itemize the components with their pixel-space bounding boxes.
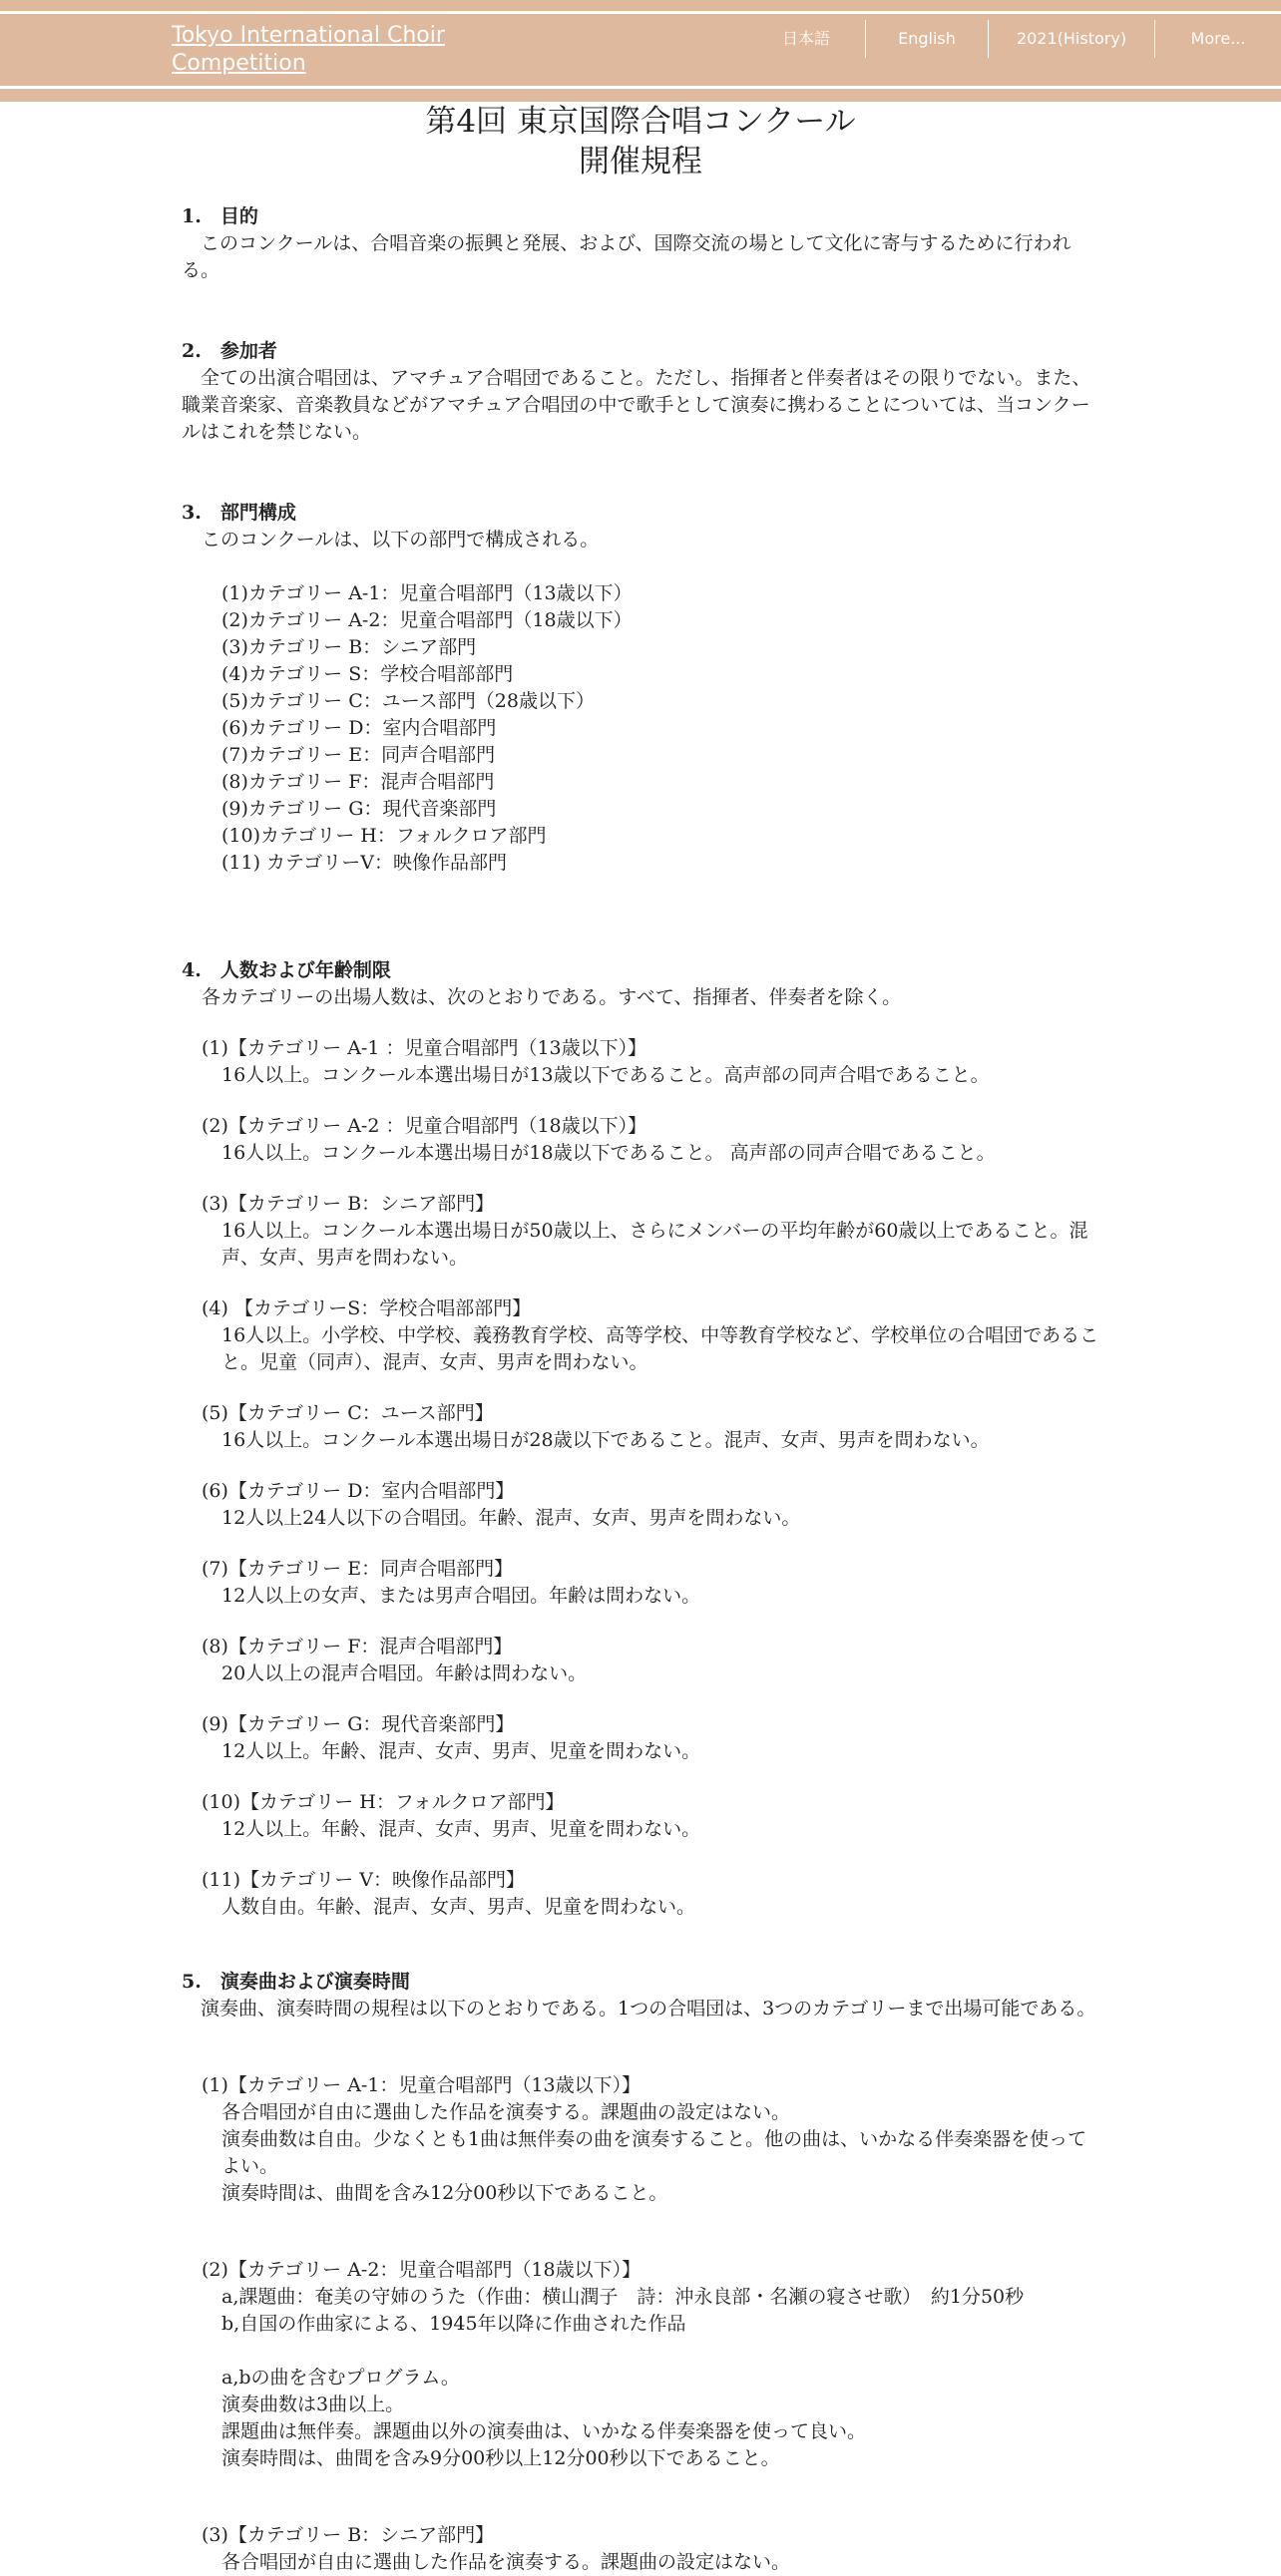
list-item: (11) カテゴリーV：映像作品部門 <box>221 852 508 874</box>
rule-item <box>182 1400 1099 1454</box>
list-item: (2)カテゴリー A-2：児童合唱部門（18歳以下） <box>221 609 633 631</box>
rule-item <box>182 2072 1099 2207</box>
rule-item <box>182 1113 1099 1167</box>
rule-item <box>182 1556 1099 1610</box>
rule-body: 各合唱団が自由に選曲した作品を演奏する。課題曲の設定はない。 <box>221 2101 791 2123</box>
rule-body: 演奏曲数は3曲以上。 <box>221 2393 405 2415</box>
rule-label: (2)【カテゴリー A-2 ：児童合唱部門（18歳以下）】 <box>202 1115 647 1137</box>
section-participants <box>182 338 1099 446</box>
section-purpose <box>182 203 1099 284</box>
rule-body: 16人以上。コンクール本選出場日が13歳以下であること。高声部の同声合唱であること。 <box>221 1064 990 1086</box>
rule-label: (11)【カテゴリー V：映像作品部門】 <box>202 1869 526 1891</box>
rule-label: (7)【カテゴリー E：同声合唱部門】 <box>202 1558 514 1580</box>
rule-label: (3)【カテゴリー B：シニア部門】 <box>202 1193 495 1215</box>
rule-label: (3)【カテゴリー B：シニア部門】 <box>202 2524 495 2546</box>
rule-body: 演奏時間は、曲間を含み9分00秒以上12分00秒以下であること。 <box>221 2447 780 2469</box>
section-repertoire <box>182 1969 1099 2576</box>
rule-label: (1)【カテゴリー A-1：児童合唱部門（13歳以下）】 <box>202 2074 641 2096</box>
section-intro: 各カテゴリーの出場人数は、次のとおりである。すべて、指揮者、伴奏者を除く。 <box>202 986 902 1008</box>
header-bottom-rule <box>0 86 1281 89</box>
list-item: (7)カテゴリー E：同声合唱部門 <box>221 744 496 766</box>
site-header <box>0 0 1281 102</box>
nav-item-japanese[interactable]: 日本語 <box>781 29 830 48</box>
rule-body: a,課題曲：奄美の守姉のうた（作曲：横山潤子 詩：沖永良部・名瀬の寝させ歌） 約1分50秒 <box>221 2286 1025 2308</box>
section-heading: 1. 目的 <box>182 205 258 227</box>
section-heading: 5. 演奏曲および演奏時間 <box>182 1971 410 1993</box>
rule-item <box>182 1867 1099 1921</box>
rule-label: (1)【カテゴリー A-1 ：児童合唱部門（13歳以下）】 <box>202 1037 647 1059</box>
category-list <box>182 580 1099 877</box>
site-brand-link[interactable]: Tokyo International Choir Competition <box>172 23 445 76</box>
rule-body: 12人以上24人以下の合唱団。年齢、混声、女声、男声を問わない。 <box>221 1507 801 1529</box>
section-categories <box>182 500 1099 877</box>
list-item: (4)カテゴリー S：学校合唱部部門 <box>221 663 514 685</box>
rule-item <box>182 1478 1099 1532</box>
list-item: (5)カテゴリー C：ユース部門（28歳以下） <box>221 690 595 712</box>
page-title-line1: 第4回 東京国際合唱コンクール <box>425 104 856 140</box>
rule-label: (4) 【カテゴリーS：学校合唱部部門】 <box>202 1297 532 1319</box>
rule-label: (2)【カテゴリー A-2：児童合唱部門（18歳以下）】 <box>202 2259 641 2281</box>
rule-body: 課題曲は無伴奏。課題曲以外の演奏曲は、いかなる伴奏楽器を使って良い。 <box>221 2420 867 2442</box>
rule-body: 12人以上の女声、または男声合唱団。年齢は問わない。 <box>221 1585 701 1607</box>
rule-item <box>182 1711 1099 1765</box>
rule-body: 16人以上。コンクール本選出場日が28歳以下であること。混声、女声、男声を問わない。 <box>221 1429 990 1451</box>
list-item: (8)カテゴリー F：混声合唱部門 <box>221 771 495 793</box>
rule-label: (9)【カテゴリー G：現代音楽部門】 <box>202 1713 515 1735</box>
nav-item-english[interactable]: English <box>865 20 988 58</box>
rule-item <box>182 1789 1099 1843</box>
rule-item <box>182 1295 1099 1376</box>
rule-body: 各合唱団が自由に選曲した作品を演奏する。課題曲の設定はない。 <box>221 2551 791 2573</box>
rule-item <box>182 1035 1099 1089</box>
rule-body: 演奏時間は、曲間を含み12分00秒以下であること。 <box>221 2182 668 2204</box>
nav-item-more[interactable]: More... <box>1154 20 1281 58</box>
list-item: (1)カテゴリー A-1：児童合唱部門（13歳以下） <box>221 582 633 604</box>
top-nav <box>747 20 1281 58</box>
header-top-rule <box>0 11 1281 14</box>
nav-item-history[interactable]: 2021(History) <box>988 20 1154 58</box>
rule-body: 12人以上。年齢、混声、女声、男声、児童を問わない。 <box>221 1740 701 1762</box>
section-intro: このコンクールは、以下の部門で構成される。 <box>202 529 600 551</box>
rule-body: a,bの曲を含むプログラム。 <box>221 2367 460 2389</box>
section-heading: 4. 人数および年齢制限 <box>182 959 391 981</box>
rule-body: 演奏曲数は自由。少なくとも1曲は無伴奏の曲を演奏すること。他の曲は、いかなる伴奏楽器を使ってよい。 <box>221 2128 1087 2177</box>
rule-label: (6)【カテゴリー D：室内合唱部門】 <box>202 1480 515 1502</box>
list-item: (3)カテゴリー B：シニア部門 <box>221 636 477 658</box>
rule-body: 12人以上。年齢、混声、女声、男声、児童を問わない。 <box>221 1818 701 1840</box>
list-item: (9)カテゴリー G：現代音楽部門 <box>221 798 497 820</box>
rule-body: b,自国の作曲家による、1945年以降に作曲された作品 <box>221 2313 686 2335</box>
rule-item <box>182 2257 1099 2472</box>
page-title-line2: 開催規程 <box>579 144 702 180</box>
rule-body: 20人以上の混声合唱団。年齢は問わない。 <box>221 1662 588 1684</box>
page-title <box>182 102 1099 182</box>
main-content <box>182 102 1099 2576</box>
rule-item <box>182 1634 1099 1687</box>
rule-body: 16人以上。コンクール本選出場日が50歳以上、さらにメンバーの平均年齢が60歳以上であること。混声、女声、男声を問わない。 <box>221 1220 1088 1269</box>
section-text: 全ての出演合唱団は、アマチュア合唱団であること。ただし、指揮者と伴奏者はその限りでない。また、職業音楽家、音楽教員などがアマチュア合唱団の中で歌手として演奏に携わることについては、当コンクールはこれを禁じない。 <box>182 367 1091 443</box>
section-text: このコンクールは、合唱音楽の振興と発展、および、国際交流の場として文化に寄与するために行われる。 <box>182 232 1071 281</box>
rule-body: 人数自由。年齢、混声、女声、男声、児童を問わない。 <box>221 1896 696 1918</box>
rule-item <box>182 2522 1099 2576</box>
section-intro: 演奏曲、演奏時間の規程は以下のとおりである。1つの合唱団は、3つのカテゴリーまで出場可能である。 <box>182 1998 1096 2020</box>
rule-label: (5)【カテゴリー C：ユース部門】 <box>202 1402 494 1424</box>
list-item: (6)カテゴリー D：室内合唱部門 <box>221 717 497 739</box>
section-heading: 2. 参加者 <box>182 340 277 362</box>
list-item: (10)カテゴリー H：フォルクロア部門 <box>221 825 547 847</box>
rule-label: (10)【カテゴリー H：フォルクロア部門】 <box>202 1791 565 1813</box>
rule-body: 16人以上。小学校、中学校、義務教育学校、高等学校、中等教育学校など、学校単位の合唱団であること。児童（同声）、混声、女声、男声を問わない。 <box>221 1324 1099 1373</box>
rule-item <box>182 1191 1099 1272</box>
section-heading: 3. 部門構成 <box>182 502 296 524</box>
section-size-age <box>182 957 1099 1921</box>
rule-label: (8)【カテゴリー F：混声合唱部門】 <box>202 1636 513 1657</box>
rule-body: 16人以上。コンクール本選出場日が18歳以下であること。 高声部の同声合唱であること。 <box>221 1142 996 1164</box>
